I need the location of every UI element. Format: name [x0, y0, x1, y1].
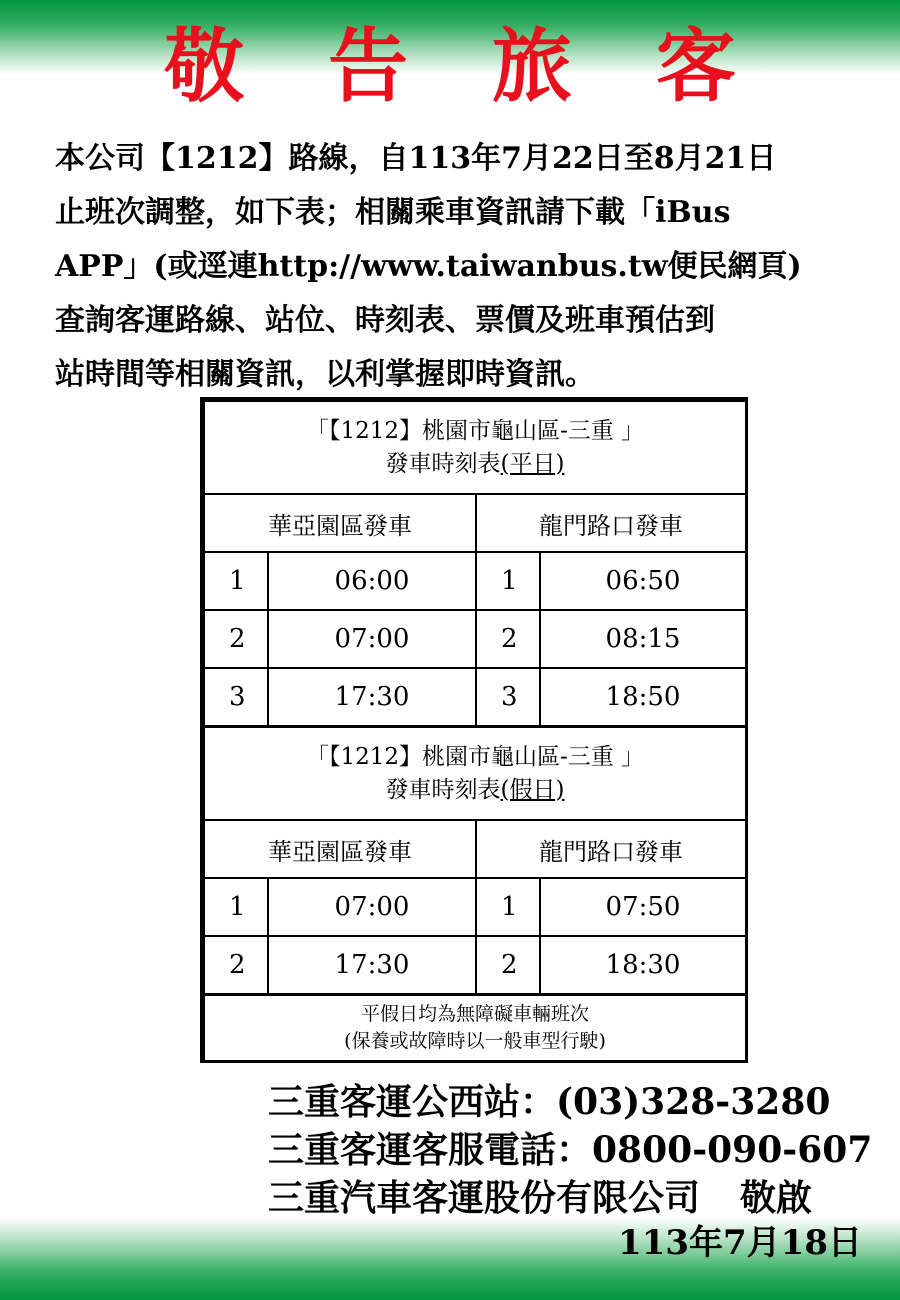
holiday-route: 「【1212】桃園市龜山區-三重 」 [305, 743, 645, 770]
notice-line: 查詢客運路線、站位、時刻表、票價及班車預估到 [55, 303, 715, 338]
holiday-schedule-label: 發車時刻表 [385, 776, 501, 803]
footnote-line: (保養或故障時以一般車型行駛) [344, 1030, 606, 1052]
notice-line: APP」(或逕連http://www.taiwanbus.tw便民網頁) [55, 249, 802, 284]
weekday-route: 「【1212】桃園市龜山區-三重 」 [305, 417, 645, 444]
holiday-day-type: (假日) [500, 776, 565, 803]
run-number: 1 [476, 552, 540, 610]
run-number: 1 [204, 878, 268, 936]
run-number: 2 [204, 936, 268, 995]
table-row [204, 936, 746, 995]
notice-body [55, 132, 855, 402]
weekday-left-header: 華亞園區發車 [204, 494, 476, 552]
run-number: 2 [476, 610, 540, 668]
weekday-day-type: (平日) [500, 450, 565, 477]
table-row [204, 552, 746, 610]
departure-time: 18:30 [540, 936, 746, 995]
run-number: 3 [204, 668, 268, 727]
notice-title: 敬 告 旅 客 [164, 19, 764, 113]
notice-date: 113年7月18日 [618, 1223, 862, 1263]
departure-time: 06:00 [268, 552, 476, 610]
holiday-left-header: 華亞園區發車 [204, 820, 476, 878]
company-name: 三重汽車客運股份有限公司 [268, 1177, 701, 1219]
service-phone: 三重客運客服電話：0800-090-607 [268, 1129, 873, 1171]
departure-time: 17:30 [268, 936, 476, 995]
holiday-header [204, 727, 746, 821]
closing-salutation: 敬啟 [740, 1177, 813, 1219]
run-number: 1 [476, 878, 540, 936]
table-row [204, 668, 746, 727]
notice-line: 站時間等相關資訊，以利掌握即時資訊。 [55, 357, 595, 392]
timetable-footnote [204, 995, 746, 1062]
notice-line: 本公司【1212】路線，自113年7月22日至8月21日 [55, 141, 777, 176]
run-number: 2 [476, 936, 540, 995]
departure-time: 06:50 [540, 552, 746, 610]
station-phone: 三重客運公西站：(03)328-3280 [268, 1081, 831, 1123]
departure-time: 07:50 [540, 878, 746, 936]
run-number: 2 [204, 610, 268, 668]
contact-info [268, 1078, 878, 1222]
notice-line: 止班次調整，如下表；相關乘車資訊請下載「iBus [55, 195, 731, 230]
departure-time: 07:00 [268, 610, 476, 668]
footnote-line: 平假日均為無障礙車輛班次 [360, 1003, 589, 1025]
departure-time: 17:30 [268, 668, 476, 727]
weekday-right-header: 龍門路口發車 [476, 494, 746, 552]
timetable [200, 397, 748, 1063]
holiday-right-header: 龍門路口發車 [476, 820, 746, 878]
signature-line [268, 1174, 878, 1222]
table-row [204, 878, 746, 936]
weekday-schedule-label: 發車時刻表 [385, 450, 501, 477]
table-row [204, 610, 746, 668]
run-number: 3 [476, 668, 540, 727]
weekday-header [204, 401, 746, 494]
run-number: 1 [204, 552, 268, 610]
departure-time: 08:15 [540, 610, 746, 668]
departure-time: 18:50 [540, 668, 746, 727]
departure-time: 07:00 [268, 878, 476, 936]
